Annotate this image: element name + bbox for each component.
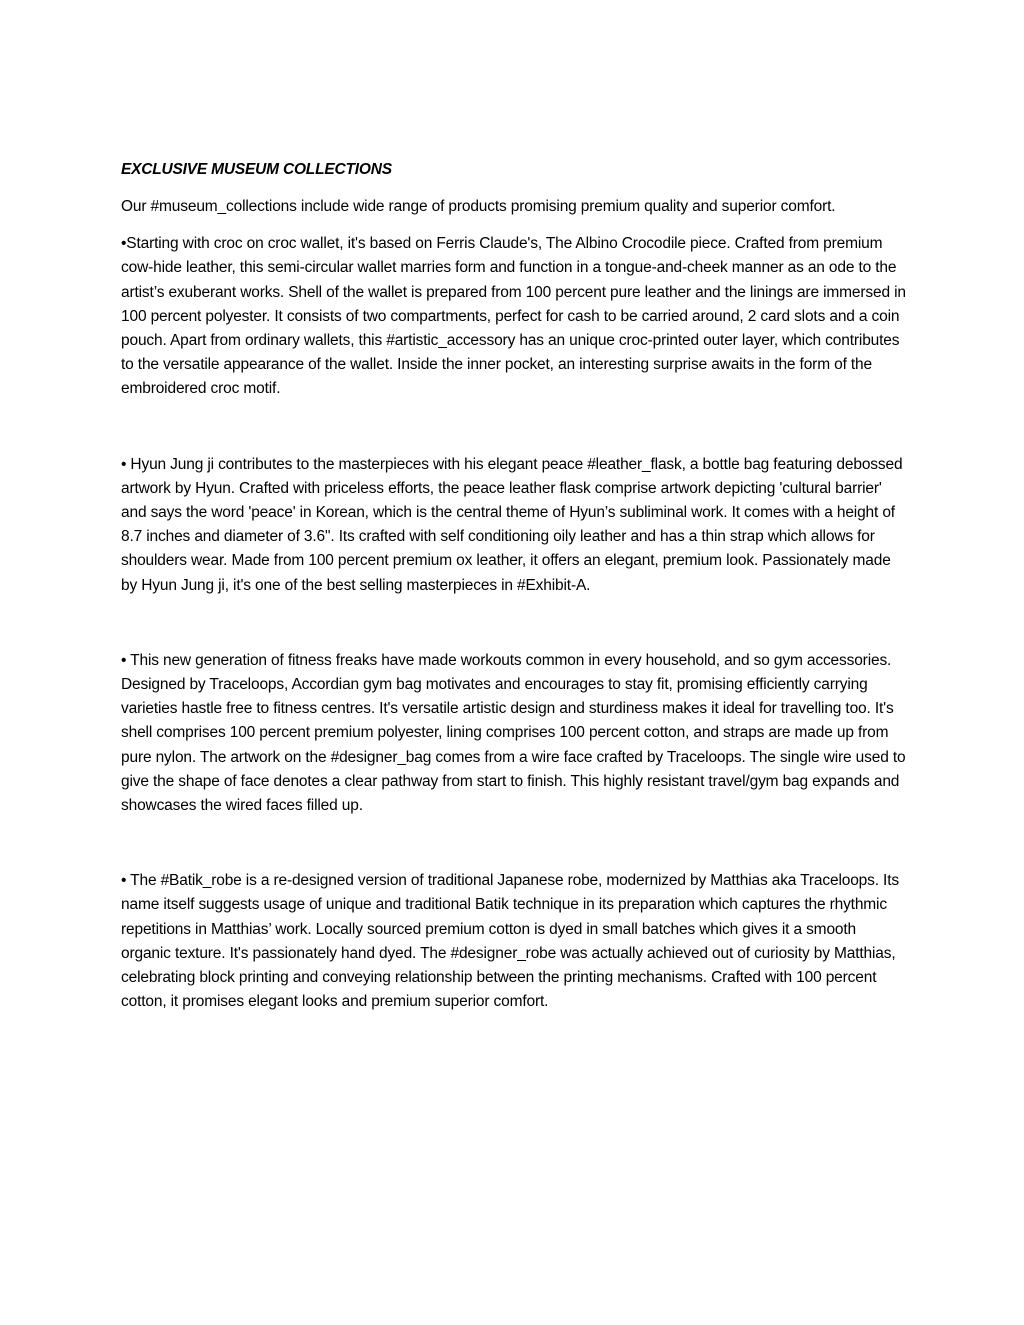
intro-paragraph: Our #museum_collections include wide range of products promising premium quality and superior comfort.: [121, 198, 836, 215]
paragraph-gym-bag: • This new generation of fitness freaks have made workouts common in every household, and so gym accessories. Designed by Traceloops, Accordian gym bag motivates and encourages to stay fit, promising efficiently carrying varieties hastle free to fitness centres. It's versatile artistic design and sturdiness makes it ideal for travelling too. It's shell comprises 100 percent premium polyester, lining comprises 100 percent cotton, and straps are made up from pure nylon. The artwork on the #designer_bag comes from a wire face crafted by Traceloops. The single wire used to give the shape of face denotes a clear pathway from start to finish. This highly resistant travel/gym bag expands and showcases the wired faces filled up.: [121, 651, 906, 815]
paragraph-batik-robe: • The #Batik_robe is a re-designed version of traditional Japanese robe, modernized by Matthias aka Traceloops. Its name itself suggests usage of unique and traditional Batik technique in its preparation which captures the rhythmic repetitions in Matthias’ work. Locally sourced premium cotton is dyed in small batches which gives it a smooth organic texture. It's passionately hand dyed. The #designer_robe was actually achieved out of curiosity by Matthias, celebrating block printing and conveying relationship between the printing mechanisms. Crafted with 100 percent cotton, it promises elegant looks and premium superior comfort.: [121, 872, 899, 1011]
document-title: EXCLUSIVE MUSEUM COLLECTIONS: [121, 161, 392, 178]
paragraph-leather-flask: • Hyun Jung ji contributes to the masterpieces with his elegant peace #leather_flask, a bottle bag featuring debossed artwork by Hyun. Crafted with priceless efforts, the peace leather flask comprise artwork depicting 'cultural barrier' and says the word 'peace' in Korean, which is the central theme of Hyun’s subliminal work. It comes with a height of 8.7 inches and diameter of 3.6". Its crafted with self conditioning oily leather and has a thin strap which allows for shoulders wear. Made from 100 percent premium ox leather, it offers an elegant, premium look. Passionately made by Hyun Jung ji, it's one of the best selling masterpieces in #Exhibit-A.: [121, 455, 903, 594]
document-body: [121, 158, 907, 1014]
paragraph-croc-wallet: •Starting with croc on croc wallet, it's based on Ferris Claude's, The Albino Crocodile piece. Crafted from premium cow-hide leather, this semi-circular wallet marries form and function in a tongue-and-cheek manner as an ode to the artist’s exuberant works. Shell of the wallet is prepared from 100 percent pure leather and the linings are immersed in 100 percent polyester. It consists of two compartments, perfect for cash to be carried around, 2 card slots and a coin pouch. Apart from ordinary wallets, this #artistic_accessory has an unique croc-printed outer layer, which contributes to the versatile appearance of the wallet. Inside the inner pocket, an interesting surprise awaits in the form of the embroidered croc motif.: [121, 235, 906, 398]
